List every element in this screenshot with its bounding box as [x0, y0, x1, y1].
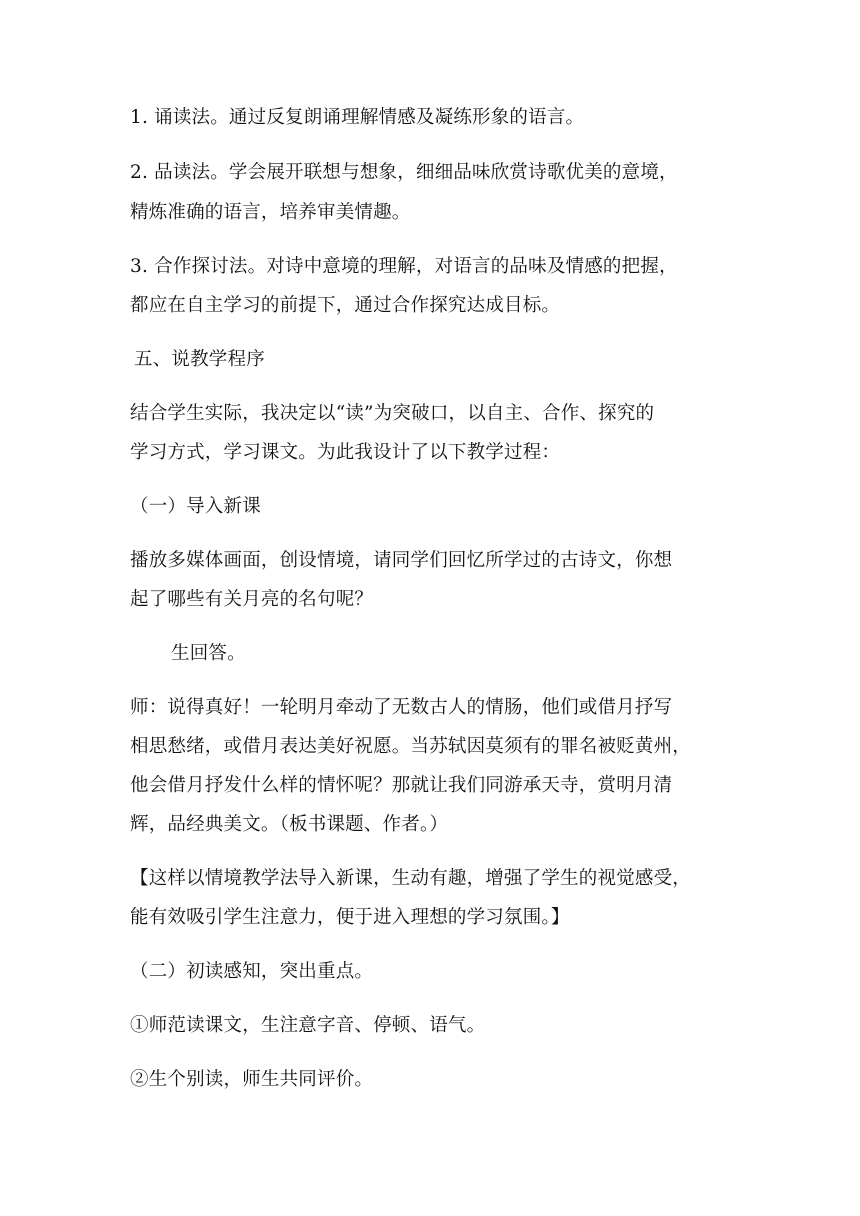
teacher-paragraph-line-1: 师：说得真好！一轮明月牵动了无数古人的情肠，他们或借月抒写: [130, 697, 673, 718]
student-answer: 生回答。: [171, 643, 246, 664]
section-heading-teaching-procedure: 五、说教学程序: [134, 349, 265, 370]
multimedia-paragraph-line-2: 起了哪些有关月亮的名句呢？: [130, 589, 374, 610]
method-recitation: 1. 诵读法。通过反复朗诵理解情感及凝练形象的语言。: [130, 107, 585, 128]
teacher-paragraph-line-2: 相思愁绪，或借月表达美好祝愿。当苏轼因莫须有的罪名被贬黄州，: [130, 736, 692, 757]
procedure-intro-line-2: 学习方式，学习课文。为此我设计了以下教学过程：: [130, 442, 561, 463]
commentary-line-2: 能有效吸引学生注意力，便于进入理想的学习氛围。】: [130, 907, 570, 928]
procedure-intro-line-1: 结合学生实际，我决定以“读”为突破口，以自主、合作、探究的: [130, 403, 655, 424]
teacher-paragraph-line-3: 他会借月抒发什么样的情怀呢？那就让我们同游承天寺，赏明月清: [130, 775, 673, 796]
step-individual-reading: ②生个别读，师生共同评价。: [130, 1069, 374, 1090]
method-cooperation-line-1: 3. 合作探讨法。对诗中意境的理解，对语言的品味及情感的把握，: [130, 256, 678, 277]
subheading-introduce-new-lesson: （一）导入新课: [130, 496, 261, 517]
method-appreciation-line-1: 2. 品读法。学会展开联想与想象，细细品味欣赏诗歌优美的意境，: [130, 162, 678, 183]
commentary-line-1: 【这样以情境教学法导入新课，生动有趣，增强了学生的视觉感受，: [130, 868, 692, 889]
method-appreciation-line-2: 精炼准确的语言，培养审美情趣。: [130, 202, 411, 223]
step-teacher-model-reading: ①师范读课文，生注意字音、停顿、语气。: [130, 1015, 486, 1036]
teacher-paragraph-line-4: 辉，品经典美文。（板书课题、作者。）: [130, 814, 449, 835]
subheading-first-reading: （二）初读感知，突出重点。: [130, 961, 374, 982]
method-cooperation-line-2: 都应在自主学习的前提下，通过合作探究达成目标。: [130, 295, 561, 316]
multimedia-paragraph-line-1: 播放多媒体画面，创设情境，请同学们回忆所学过的古诗文，你想: [130, 550, 673, 571]
